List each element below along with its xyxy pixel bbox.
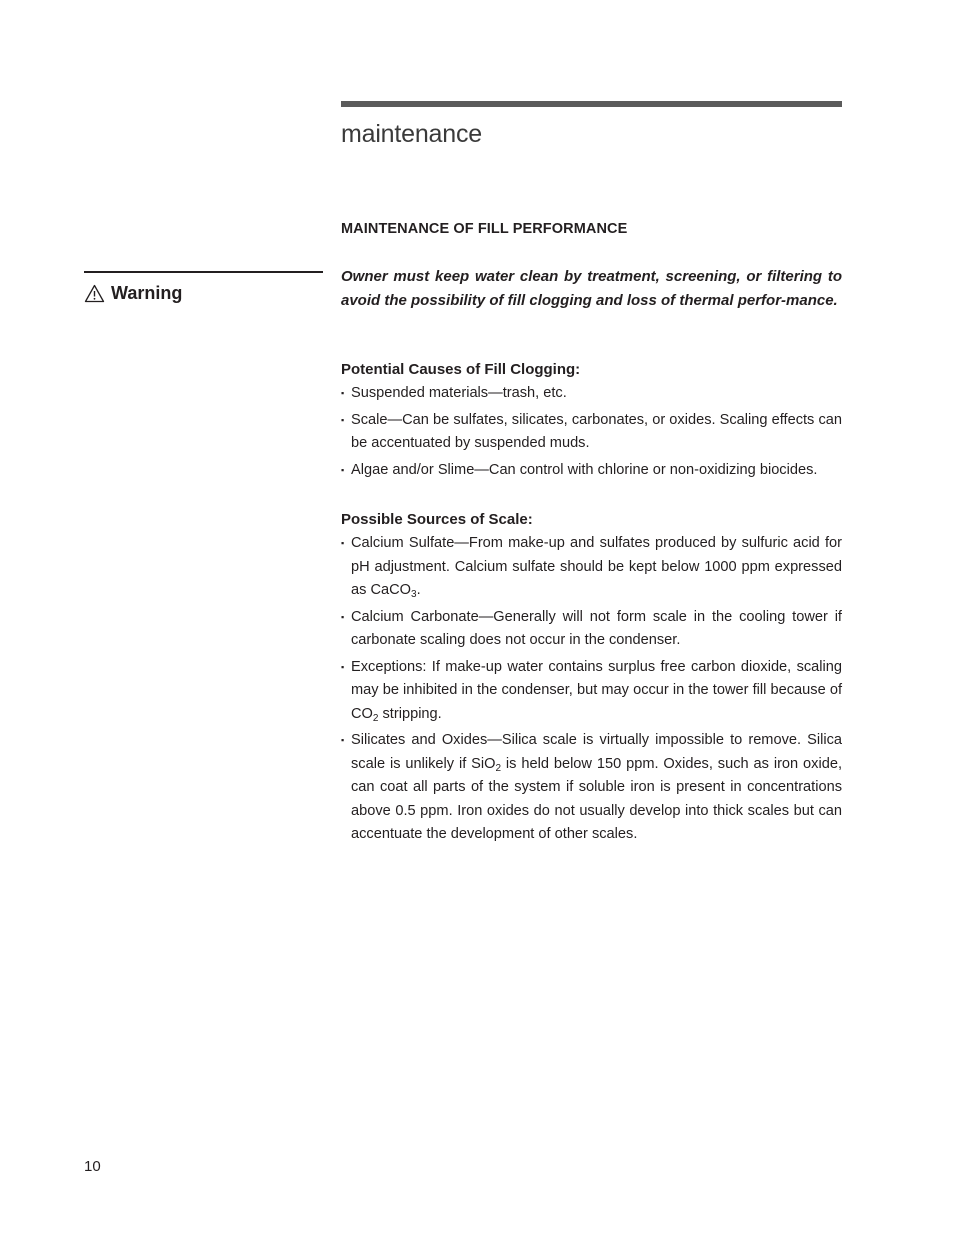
list-item: ▪ Algae and/or Slime—Can control with chlorine or non-oxidizing biocides.	[341, 459, 842, 483]
subscript: 2	[495, 762, 502, 774]
list-item-text: Exceptions: If make-up water contains surplus free carbon dioxide, scaling may be inhibited in the condenser, but may occur in the tower fill because of CO	[351, 658, 842, 722]
list-item-text: Silicates and Oxides—Silica scale is virtually impossible to remove. Silica scale is unlikely if SiO	[351, 732, 842, 772]
warning-statement: Owner must keep water clean by treatment, screening, or filtering to avoid the possibility of fill clogging and loss of thermal perfor-mance.	[341, 268, 842, 309]
warning-label	[84, 283, 182, 304]
subscript: 2	[372, 712, 379, 724]
list-item-text: is held below 150 ppm. Oxides, such as iron oxide, can coat all parts of the system if soluble iron is present in concentrations above 0.5 ppm. Iron oxides do not usually develop into thick scales but can accentuate the development of other scales.	[351, 755, 842, 842]
list-item	[341, 729, 842, 847]
section-heading: MAINTENANCE OF FILL PERFORMANCE	[341, 221, 628, 237]
list-item-text: stripping.	[378, 705, 442, 722]
section-title: maintenance	[341, 120, 482, 148]
list-item: ▪ Scale—Can be sulfates, silicates, carbonates, or oxides. Scaling effects can be accentuated by suspended muds.	[341, 409, 842, 456]
sources-heading: Possible Sources of Scale:	[341, 511, 533, 528]
causes-heading: Potential Causes of Fill Clogging:	[341, 361, 581, 378]
top-rule	[341, 101, 842, 107]
list-item	[341, 656, 842, 727]
subscript: 3	[411, 589, 417, 600]
list-item: ▪ Suspended materials—trash, etc.	[341, 382, 842, 406]
list-item	[341, 532, 842, 603]
list-item-text: Calcium Sulfate—From make-up and sulfates produced by sulfuric acid for pH adjustment. Calcium sulfate should be kept below 1000 ppm expressed as CaCO	[351, 535, 842, 598]
sidebar-rule	[84, 271, 323, 273]
list-item: ▪ Calcium Carbonate—Generally will not form scale in the cooling tower if carbonate scaling does not occur in the condenser.	[341, 606, 842, 653]
list-item-text: .	[416, 582, 421, 598]
causes-list	[341, 382, 842, 485]
warning-triangle-icon	[84, 284, 105, 303]
warning-text-label: Warning	[111, 283, 183, 303]
sources-list	[341, 532, 842, 850]
page-number: 10	[84, 1158, 101, 1175]
